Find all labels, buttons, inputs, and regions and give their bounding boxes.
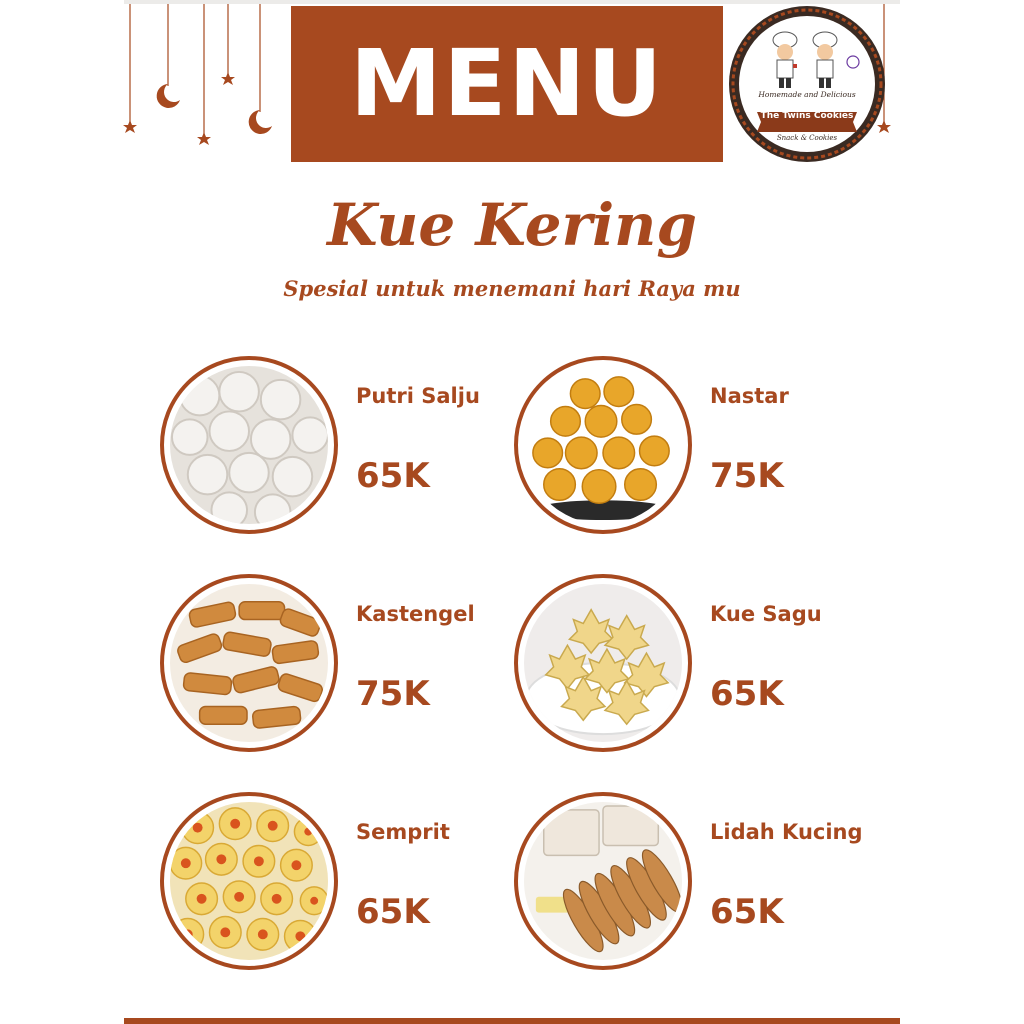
lidah-kucing-photo — [514, 792, 692, 970]
item-price: 65K — [710, 674, 784, 714]
kastengel-photo — [160, 574, 338, 752]
logo-sub: Snack & Cookies — [776, 134, 838, 142]
logo-brand: The Twins Cookies — [760, 111, 854, 121]
menu-item-kue-sagu — [514, 574, 894, 764]
item-price: 65K — [356, 456, 430, 496]
menu-title: MENU — [349, 30, 665, 137]
menu-item-kastengel — [160, 574, 540, 764]
item-price: 65K — [710, 892, 784, 932]
putri-salju-photo — [160, 356, 338, 534]
menu-item-putri-salju — [160, 356, 540, 546]
menu-item-lidah-kucing — [514, 792, 894, 982]
kue-sagu-photo — [514, 574, 692, 752]
item-name: Nastar — [710, 384, 789, 408]
logo-tagline: Homemade and Delicious — [758, 90, 856, 99]
item-price: 75K — [356, 674, 430, 714]
item-name: Putri Salju — [356, 384, 480, 408]
item-name: Lidah Kucing — [710, 820, 863, 844]
bottom-divider — [124, 1018, 900, 1024]
item-price: 65K — [356, 892, 430, 932]
item-name: Kue Sagu — [710, 602, 822, 626]
section-subtitle: Spesial untuk menemani hari Raya mu — [283, 276, 741, 301]
menu-item-nastar — [514, 356, 894, 546]
hanging-stars-moons-icon — [120, 4, 280, 154]
item-name: Kastengel — [356, 602, 475, 626]
section-title: Kue Kering — [327, 191, 697, 259]
nastar-photo — [514, 356, 692, 534]
item-name: Semprit — [356, 820, 450, 844]
menu-item-semprit — [160, 792, 540, 982]
brand-logo — [727, 4, 887, 164]
item-price: 75K — [710, 456, 784, 496]
menu-banner — [291, 6, 723, 162]
semprit-photo — [160, 792, 338, 970]
